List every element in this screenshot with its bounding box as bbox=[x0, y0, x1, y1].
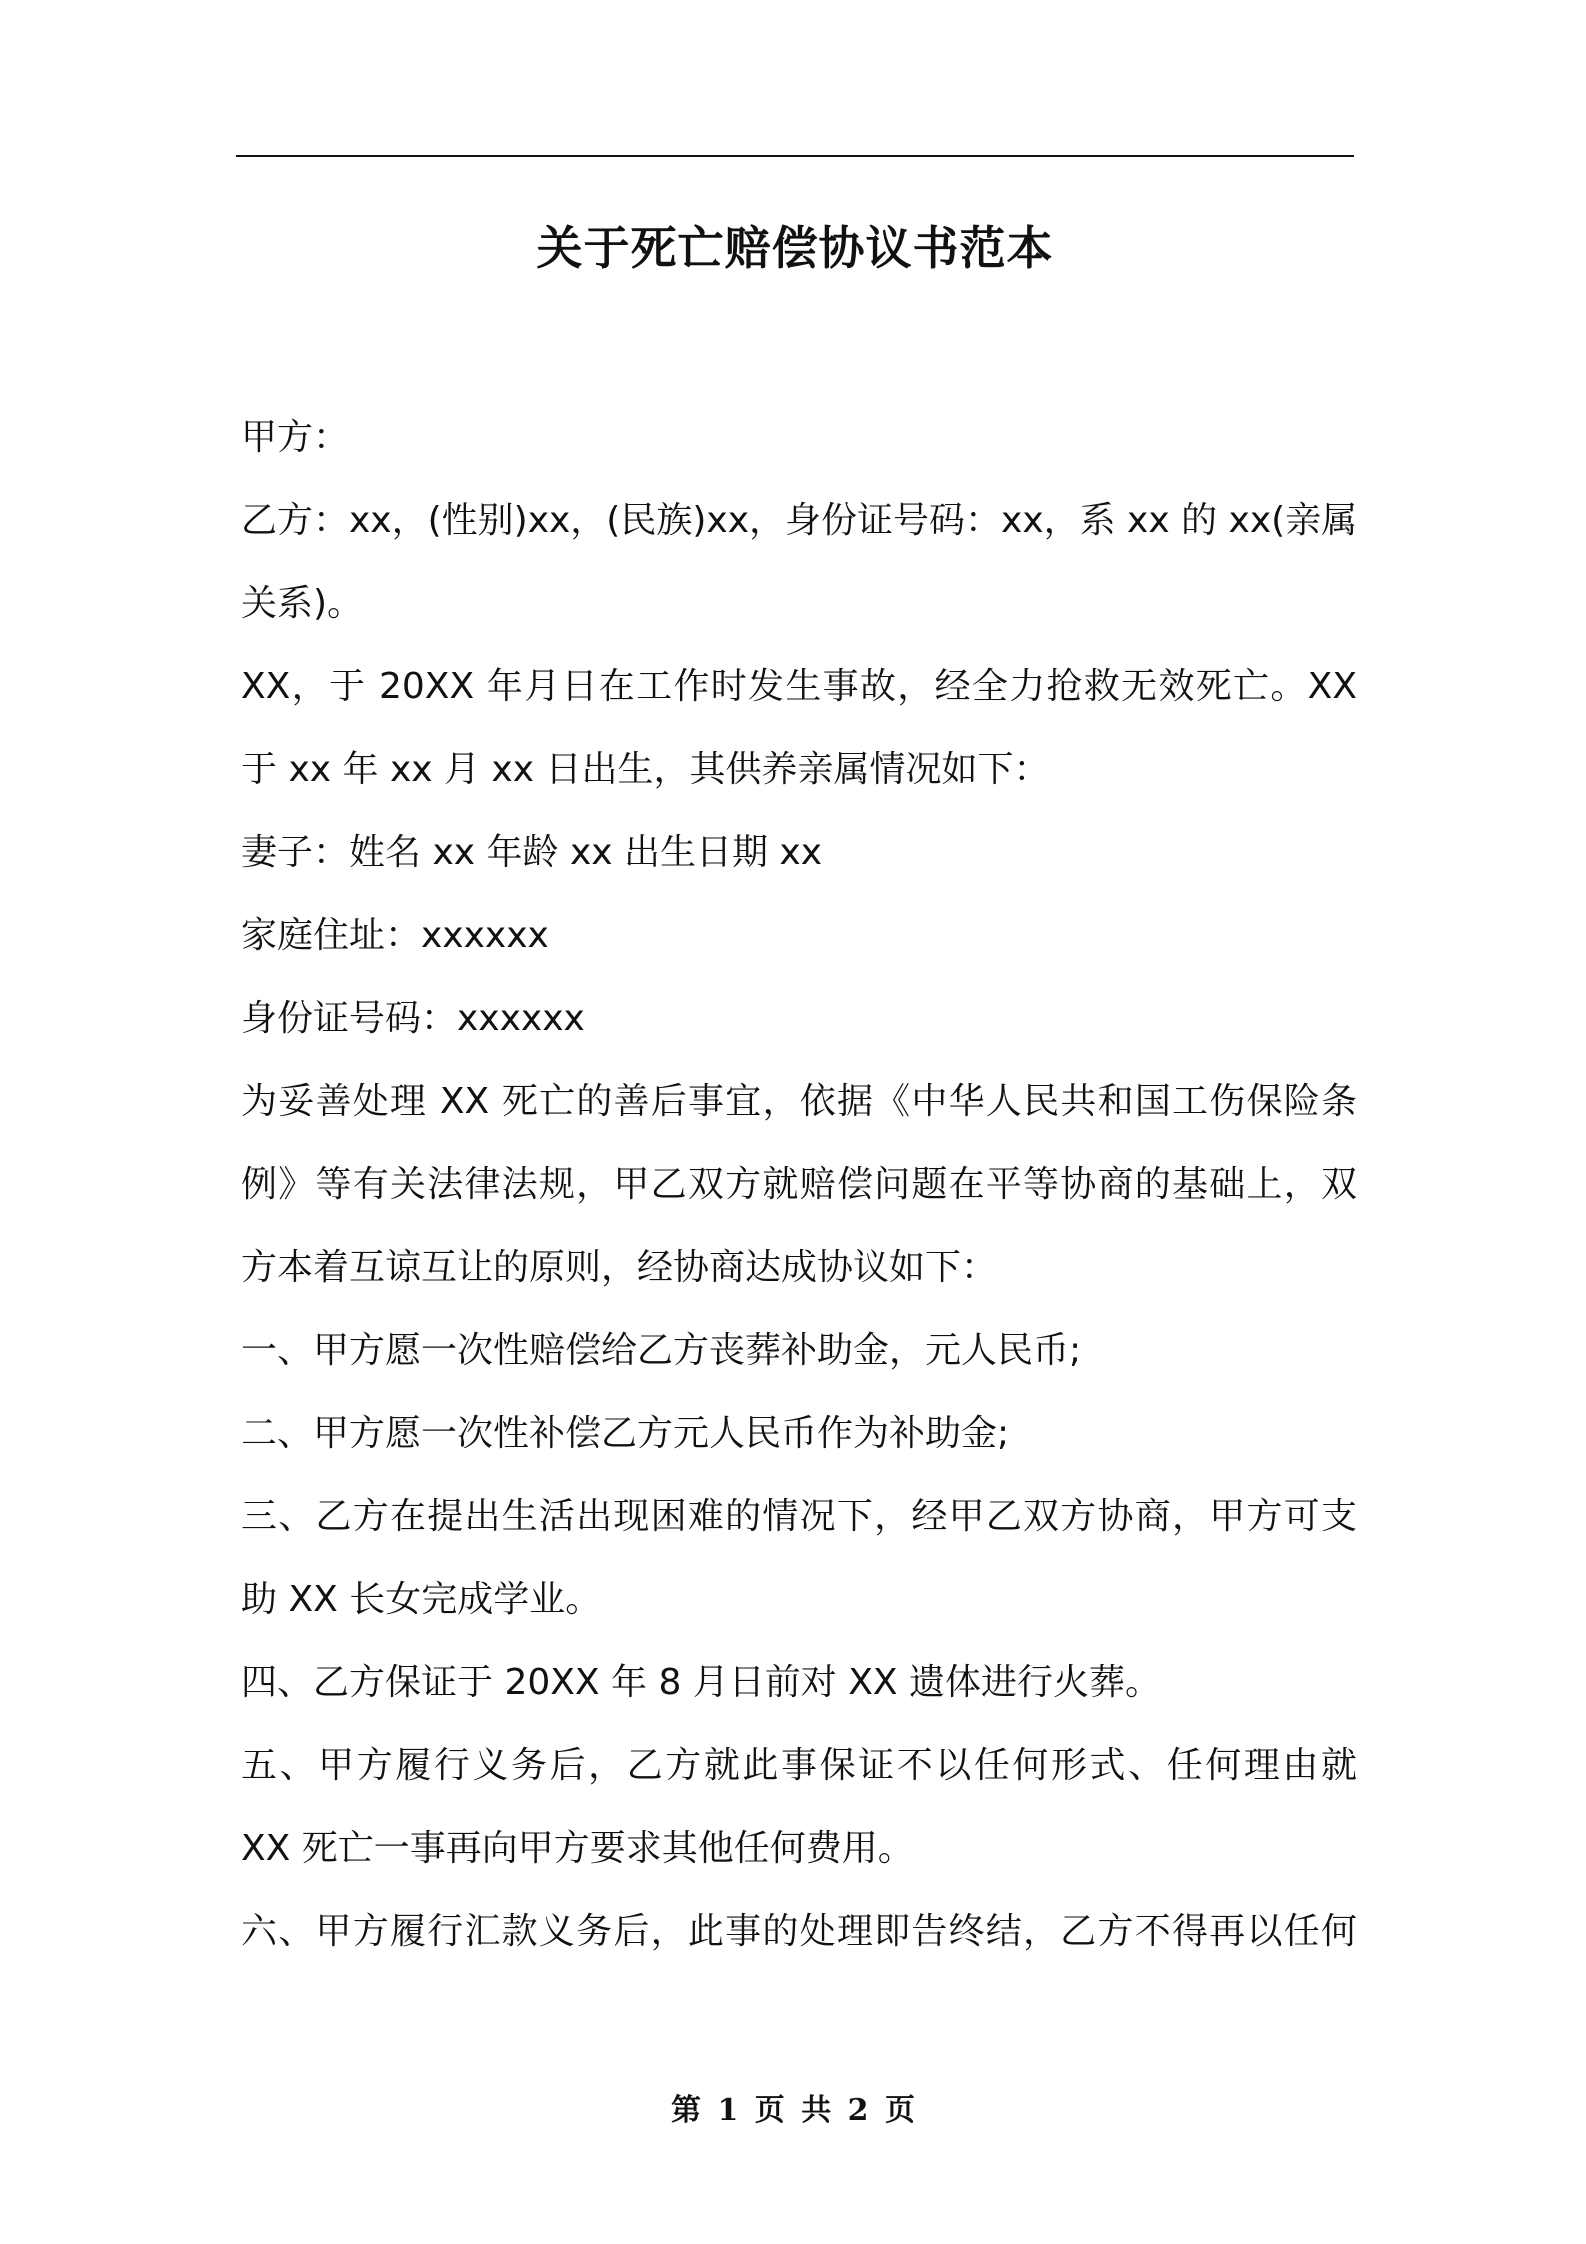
body-line: 助 XX 长女完成学业。 bbox=[241, 1579, 602, 1620]
body-line: 五、甲方履行义务后，乙方就此事保证不以任何形式、任何理由就 bbox=[241, 1745, 1357, 1786]
body-line: 甲方： bbox=[241, 417, 350, 458]
body-line: 六、甲方履行汇款义务后，此事的处理即告终结，乙方不得再以任何 bbox=[241, 1911, 1357, 1952]
body-line: 为妥善处理 XX 死亡的善后事宜，依据《中华人民共和国工伤保险条 bbox=[241, 1081, 1357, 1122]
body-line: XX，于 20XX 年月日在工作时发生事故，经全力抢救无效死亡。XX bbox=[241, 666, 1357, 707]
body-line: 方本着互谅互让的原则，经协商达成协议如下： bbox=[241, 1247, 998, 1288]
body-line: 于 xx 年 xx 月 xx 日出生，其供养亲属情况如下： bbox=[241, 749, 1050, 790]
body-line: 二、甲方愿一次性补偿乙方元人民币作为补助金; bbox=[241, 1413, 1010, 1454]
document-title: 关于死亡赔偿协议书范本 bbox=[536, 221, 1054, 275]
header-rule bbox=[236, 155, 1354, 157]
body-line: 关系)。 bbox=[241, 583, 364, 624]
body-line: 一、甲方愿一次性赔偿给乙方丧葬补助金，元人民币; bbox=[241, 1330, 1082, 1371]
body-line: 身份证号码：xxxxxx bbox=[241, 998, 585, 1039]
page-number: 第 1 页 共 2 页 bbox=[671, 2093, 915, 2128]
body-line: 三、乙方在提出生活出现困难的情况下，经甲乙双方协商，甲方可支 bbox=[241, 1496, 1357, 1537]
body-line: 例》等有关法律法规，甲乙双方就赔偿问题在平等协商的基础上，双 bbox=[241, 1164, 1357, 1205]
document-body bbox=[241, 396, 1357, 1973]
body-line: 家庭住址：xxxxxx bbox=[241, 915, 549, 956]
body-line: 妻子：姓名 xx 年龄 xx 出生日期 xx bbox=[241, 832, 823, 873]
body-line: 四、乙方保证于 20XX 年 8 月日前对 XX 遗体进行火葬。 bbox=[241, 1662, 1162, 1703]
body-line: 乙方：xx，(性别)xx，(民族)xx，身份证号码：xx，系 xx 的 xx(亲属 bbox=[241, 500, 1357, 541]
body-line: XX 死亡一事再向甲方要求其他任何费用。 bbox=[241, 1828, 914, 1869]
